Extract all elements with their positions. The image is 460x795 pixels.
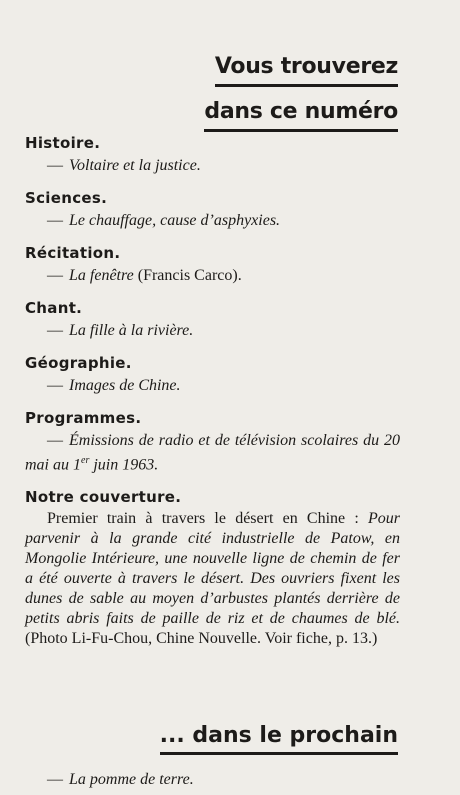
section-item: — La fenêtre (Francis Carco). (47, 267, 242, 284)
section-sciences (25, 188, 400, 231)
title-line-1: Vous trouverez (215, 52, 398, 87)
next-issue-item: — La pomme de terre. (47, 771, 194, 788)
section-programmes (25, 408, 400, 475)
section-heading: Géographie. (25, 354, 132, 372)
section-couverture (25, 487, 400, 649)
cover-description: Premier train à travers le désert en Chine : Pour parvenir à la grande cité industrielle de Patow, en Mongolie Intérieure, une nouvelle ligne de chemin de fer a été ouverte à travers le désert. Des ouvriers fixent les dunes de sable au moyen d’arbustes plantés derrière de petits abris faits de paille de riz et de chaumes de blé. (Photo Li-Fu-Chou, Chine Nouvelle. Voir fiche, p. 13.) (25, 510, 401, 648)
section-chant (25, 298, 400, 341)
section-item: — Émissions de radio et de télévision scolaires du 20 mai au 1er juin 1963. (25, 432, 400, 474)
section-geographie (25, 353, 400, 396)
contents-title (204, 52, 398, 138)
contents-list (25, 133, 400, 661)
next-issue-list (47, 770, 407, 790)
section-heading: Notre couverture. (25, 488, 182, 507)
section-heading: Programmes. (25, 409, 142, 427)
section-heading: Histoire. (25, 134, 101, 152)
section-item: — Images de Chine. (47, 377, 181, 394)
section-item: — La fille à la rivière. (47, 322, 194, 339)
next-issue-heading: ... dans le prochain (160, 722, 398, 755)
section-heading: Chant. (25, 299, 83, 317)
section-item: — Le chauffage, cause d’asphyxies. (47, 212, 281, 229)
section-item: — Voltaire et la justice. (47, 157, 201, 174)
title-line-2: dans ce numéro (204, 97, 398, 132)
section-heading: Sciences. (25, 189, 108, 207)
section-heading: Récitation. (25, 244, 121, 262)
section-histoire (25, 133, 400, 176)
section-recitation (25, 243, 400, 286)
